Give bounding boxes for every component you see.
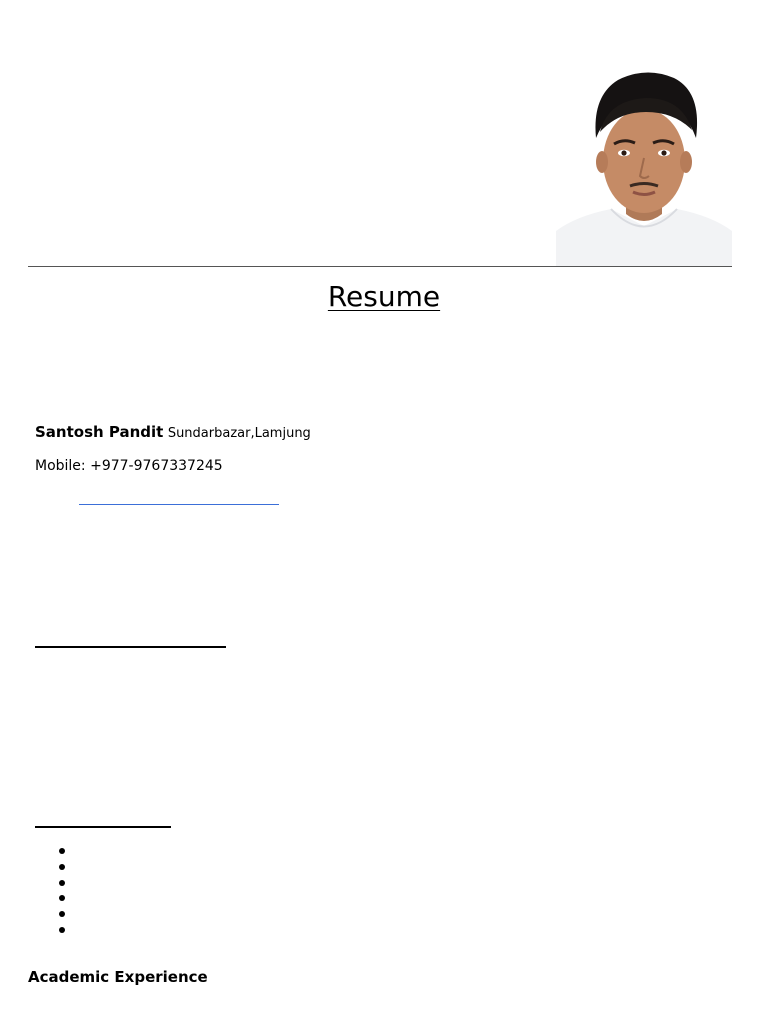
candidate-mobile: Mobile: +977-9767337245: [35, 458, 223, 474]
header-divider: [28, 266, 732, 267]
portrait-photo-icon: [556, 66, 732, 266]
candidate-address: Sundarbazar,Lamjung: [167, 426, 311, 441]
academic-experience-heading: Academic Experience: [28, 968, 208, 986]
candidate-name: Santosh Pandit: [35, 423, 164, 441]
email-link[interactable]: [79, 504, 279, 505]
section-underline: [35, 646, 226, 648]
section-underline: [35, 826, 171, 828]
page-title-text: Resume: [327, 280, 441, 313]
page-title: [0, 280, 768, 314]
contact-name-address: [35, 422, 311, 444]
profile-photo: [556, 66, 732, 266]
